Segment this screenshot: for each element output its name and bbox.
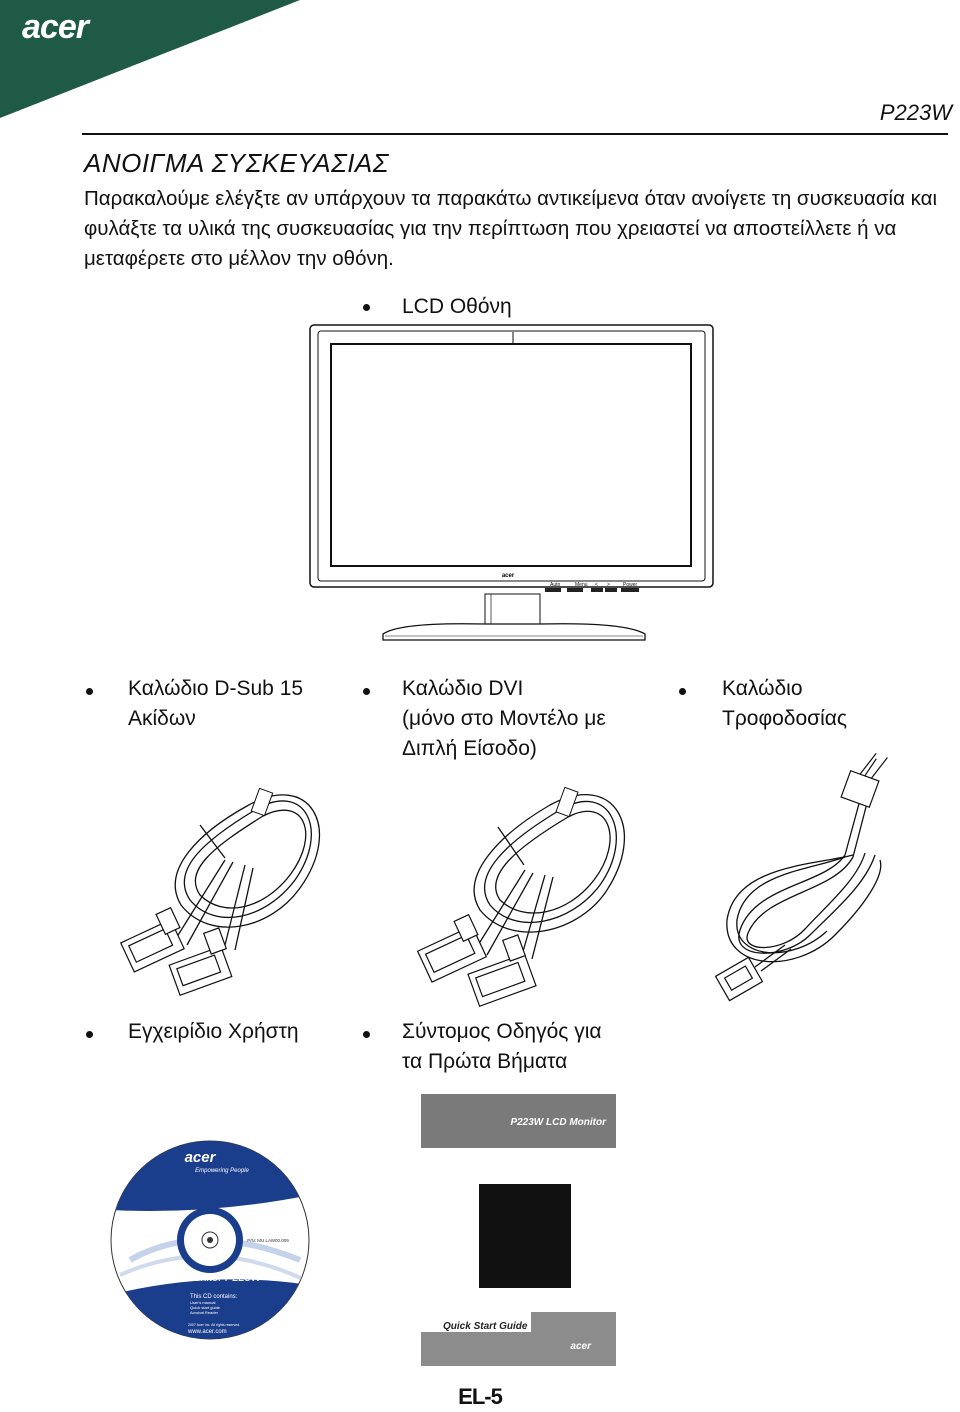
item-dsub-label (128, 674, 303, 734)
booklet-subtitle: Quick Start Guide (443, 1321, 528, 1332)
booklet-title: P223W LCD Monitor (510, 1117, 606, 1128)
monitor-btn-menu-label: Menu (575, 582, 588, 588)
cd-title: Acer Monitor P223W (159, 1272, 261, 1284)
cd-contains-item: User's manual (190, 1300, 216, 1305)
quick-start-booklet (421, 1094, 616, 1366)
item-dvi-line: (μόνο στο Μοντέλο με (402, 707, 606, 730)
dvi-cable-illustration (410, 775, 640, 1005)
booklet-logo: acer (570, 1341, 591, 1352)
item-manual-label: Εγχειρίδιο Χρήστη (128, 1020, 299, 1043)
monitor-btn-right-label: > (607, 582, 610, 588)
cd-illustration (110, 1140, 310, 1340)
model-name: P223W (879, 100, 952, 125)
bullet (363, 304, 370, 311)
item-power-line: Τροφοδοσίας (722, 707, 848, 730)
page-number: EL-5 (458, 1384, 502, 1409)
cd-logo: acer (184, 1149, 216, 1166)
cd-contains-item: Acrobat Reader (190, 1310, 219, 1315)
header-divider (82, 133, 948, 135)
item-power-line: Καλώδιο (722, 677, 803, 700)
item-power-label (722, 674, 847, 734)
item-dvi-label (402, 674, 606, 764)
monitor-btn-power-label: Power (623, 582, 638, 588)
cd-copyright: 2007 Acer Inc. All rights reserved. (188, 1323, 241, 1327)
cd-part-number: P/N: MU.LAW00.009 (247, 1238, 289, 1243)
power-cable-illustration (715, 745, 915, 1000)
bullet (86, 1031, 93, 1038)
monitor-btn-left-label: < (595, 582, 598, 588)
item-guide-line: τα Πρώτα Βήματα (402, 1050, 568, 1073)
item-dvi-line: Καλώδιο DVI (402, 677, 524, 700)
monitor-illustration (305, 322, 717, 647)
item-monitor-label: LCD Οθόνη (402, 295, 512, 318)
item-guide-line: Σύντομος Οδηγός για (402, 1020, 602, 1043)
bullet (86, 688, 93, 695)
monitor-brand-mark: acer (501, 573, 515, 579)
item-dsub-line: Καλώδιο D-Sub 15 (128, 677, 304, 700)
cd-contains-title: This CD contains: (190, 1294, 238, 1300)
cd-tagline: Empowering People (195, 1168, 249, 1174)
monitor-btn-auto-label: Auto (550, 582, 561, 588)
dsub-cable-illustration (115, 770, 335, 1000)
cd-contains-item: Quick start guide (190, 1305, 221, 1310)
section-title: ΑΝΟΙΓΜΑ ΣΥΣΚΕΥΑΣΙΑΣ (84, 148, 389, 178)
cd-url: www.acer.com (188, 1329, 227, 1335)
intro-paragraph: Παρακαλούμε ελέγξτε αν υπάρχουν τα παρακάτω αντικείμενα όταν ανοίγετε τη συσκευασία και φυλάξτε τα υλικά της συσκευασίας για την περίπτωση που χρειαστεί να αποστείλλετε ή να μεταφέρετε στο μέλλον την οθόνη. (84, 187, 938, 270)
bullet (363, 1031, 370, 1038)
acer-logo: acer (22, 8, 88, 46)
item-dsub-line: Ακίδων (128, 707, 196, 730)
header-band (0, 0, 960, 130)
bullet (363, 688, 370, 695)
item-guide-label (402, 1017, 602, 1077)
item-dvi-line: Διπλή Είσοδο) (402, 737, 537, 760)
bullet (679, 688, 686, 695)
